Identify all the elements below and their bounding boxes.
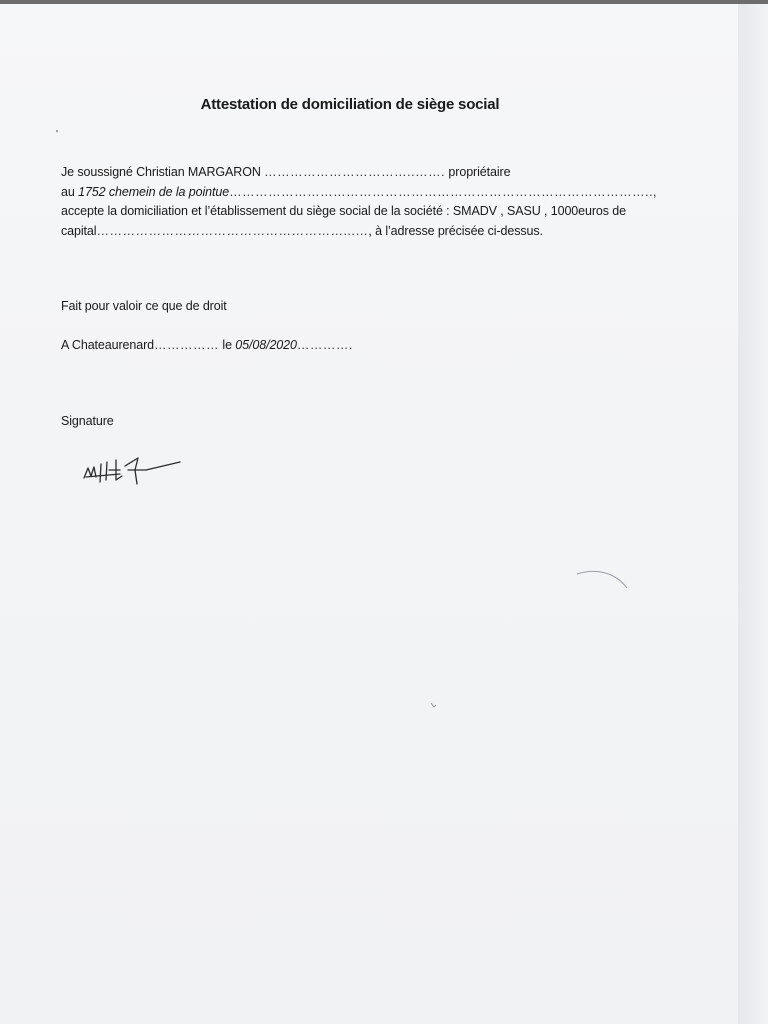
capital-line bbox=[61, 224, 543, 238]
declarant-line bbox=[61, 165, 510, 179]
owner-word: propriétaire bbox=[448, 165, 511, 179]
place-date-line bbox=[61, 338, 353, 352]
le-word: le bbox=[222, 338, 232, 352]
scan-dust-mark bbox=[428, 700, 440, 712]
page-edge-shadow bbox=[738, 0, 768, 1024]
capital-tail: , à l’adresse précisée ci-dessus. bbox=[368, 224, 543, 238]
place-dots: …………… bbox=[154, 338, 220, 352]
acceptance-line: accepte la domiciliation et l’établissement du siège social de la société : SMADV , SASU , 1000euros de bbox=[61, 204, 627, 218]
address-dots: …………………………………………………………………………………….., bbox=[229, 185, 658, 199]
capital-prefix: capital bbox=[61, 224, 97, 238]
signature-label: Signature bbox=[61, 414, 114, 428]
scan-scratch-mark bbox=[575, 568, 635, 593]
date-value: 05/08/2020 bbox=[235, 338, 297, 352]
date-dots: …………. bbox=[296, 338, 353, 352]
address-line bbox=[61, 185, 657, 199]
scan-top-strip bbox=[0, 0, 768, 4]
closing-formula: Fait pour valoir ce que de droit bbox=[61, 299, 227, 313]
address-prefix: au bbox=[61, 185, 75, 199]
declarant-text: Je soussigné Christian MARGARON bbox=[61, 165, 261, 179]
address-value: 1752 chemein de la pointue bbox=[78, 185, 230, 199]
stray-mark: ' bbox=[56, 129, 58, 140]
capital-dots: …………………………………………………...… bbox=[96, 224, 369, 238]
place-text: A Chateaurenard bbox=[61, 338, 155, 352]
document-title: Attestation de domiciliation de siège social bbox=[200, 96, 500, 113]
declarant-dots: ……………………………..……. bbox=[264, 165, 446, 179]
handwritten-signature bbox=[80, 440, 190, 490]
